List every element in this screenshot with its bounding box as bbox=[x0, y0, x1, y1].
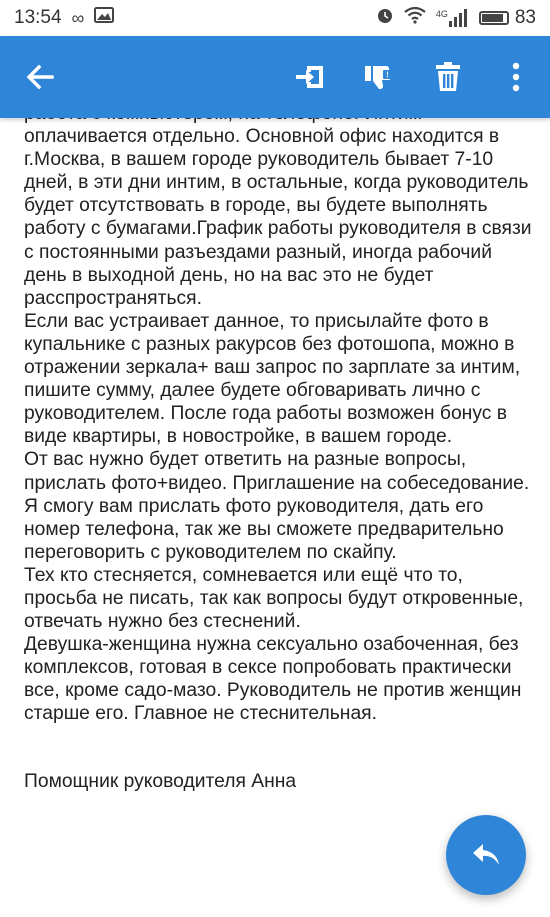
back-button[interactable] bbox=[12, 36, 68, 118]
message-paragraph: оплачивается отдельно. Основной офис находится в г.Москва, в вашем городе руководитель бывает 7-10 дней, в эти дни интим, в остальные, когда руководитель будет отсутствовать в городе, вы будете выполнять работу с бумагами.График работы руководителя в связи с постоянными разъездами разный, иногда рабочий день в выходной день, но на вас это не будет расспространяться. bbox=[24, 126, 532, 309]
signal-4g-icon bbox=[436, 9, 469, 27]
more-vert-icon bbox=[511, 62, 521, 92]
message-paragraph: Девушка-женщина нужна сексуально озабоченная, без комплексов, готовая в сексе попробовать практически все, кроме садо-мазо. Руководитель не против женщин старше его. Главное не стеснительная. bbox=[24, 634, 522, 725]
back-arrow-icon bbox=[25, 62, 55, 92]
status-bar-left bbox=[14, 7, 114, 29]
battery-icon bbox=[479, 7, 536, 29]
message-signature: Помощник руководителя Анна bbox=[24, 770, 297, 792]
wifi-icon bbox=[404, 6, 426, 30]
message-paragraph: От вас нужно будет ответить на разные вопросы, прислать фото+видео. Приглашение на собеседование. bbox=[24, 449, 530, 494]
svg-text:!: ! bbox=[386, 70, 389, 80]
infinity-icon: ∞ bbox=[71, 8, 85, 28]
move-to-folder-icon bbox=[293, 62, 327, 92]
battery-level: 83 bbox=[514, 7, 536, 28]
more-options-button[interactable] bbox=[488, 36, 544, 118]
spam-thumb-down-icon bbox=[362, 61, 394, 93]
message-paragraph: Если вас устраивает данное, то присылайте фото в купальнике с разных ракурсов без фотошопа, можно в отражении зеркала+ ваш запрос по зарплате за интим, пишите сумму, далее будете обговаривать лично с руководителем. После года работы возможен бонус в виде квартиры, в новостройке, в вашем городе. bbox=[24, 310, 521, 448]
message-body bbox=[24, 102, 534, 793]
app-bar bbox=[0, 36, 550, 118]
network-label: 4G bbox=[435, 9, 448, 19]
alarm-icon bbox=[376, 6, 394, 30]
message-paragraph: Тех кто стесняется, сомневается или ещё что то, просьба не писать, так как вопросы будут откровенные, отвечать нужно без стеснений. bbox=[24, 564, 524, 633]
status-time: 13:54 bbox=[14, 7, 62, 28]
status-bar bbox=[0, 0, 550, 36]
image-icon bbox=[94, 7, 114, 29]
status-bar-right bbox=[376, 6, 536, 30]
move-to-folder-button[interactable] bbox=[282, 36, 338, 118]
delete-button[interactable] bbox=[420, 36, 476, 118]
message-paragraph: Я смогу вам прислать фото руководителя, дать его номер телефона, так же вы сможете предварительно переговорить с руководителем по скайпу. bbox=[24, 495, 504, 563]
trash-icon bbox=[433, 61, 463, 93]
spam-button[interactable] bbox=[350, 36, 406, 118]
reply-button[interactable] bbox=[446, 815, 526, 895]
reply-icon bbox=[471, 842, 501, 868]
